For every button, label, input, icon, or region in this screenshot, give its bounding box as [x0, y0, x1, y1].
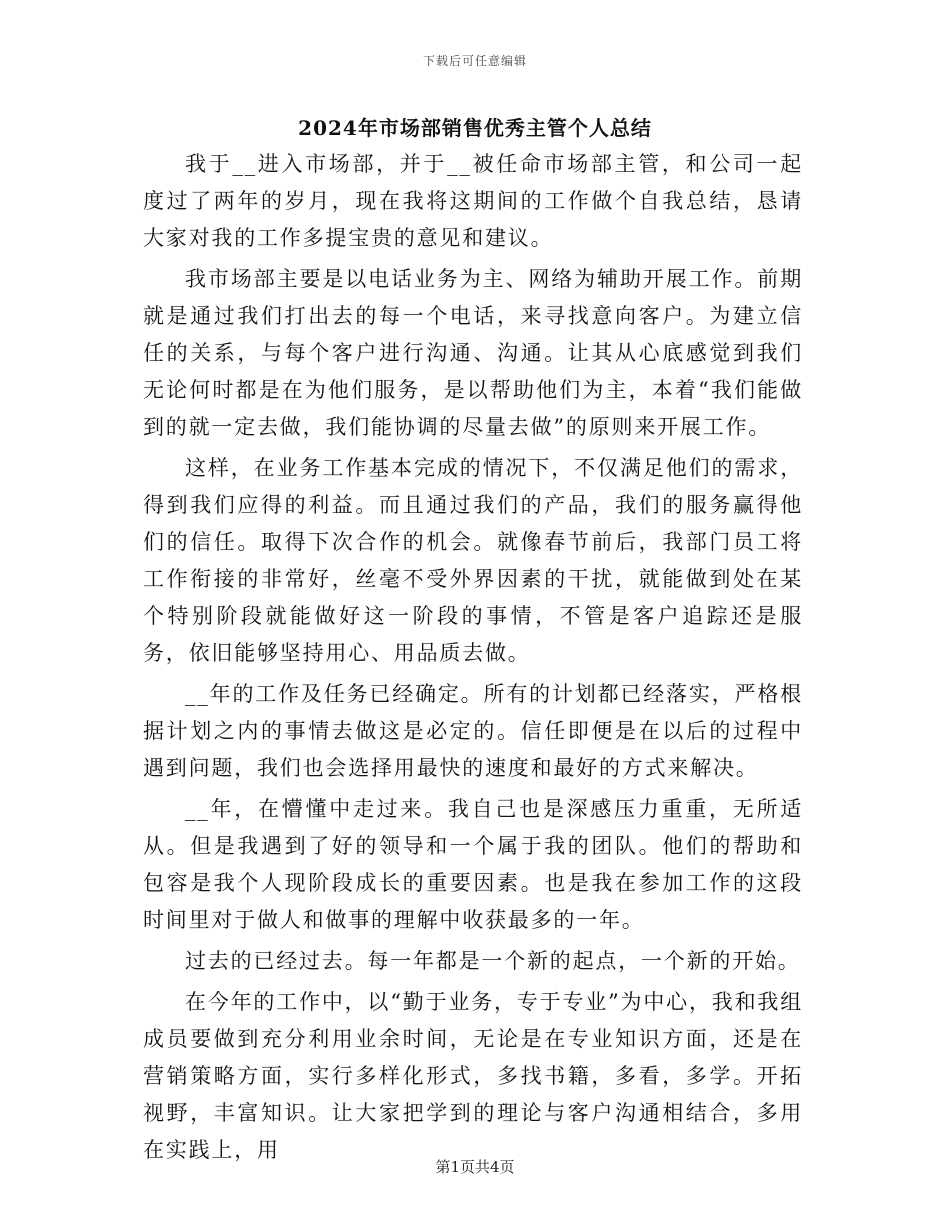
paragraph-4: __年的工作及任务已经确定。所有的计划都已经落实，严格根据计划之内的事情去做这是必定的。信任即便是在以后的过程中遇到问题，我们也会选择用最快的速度和最好的方式来解决。 — [143, 682, 803, 780]
paragraph-7: 在今年的工作中，以“勤于业务，专于专业”为中心，我和我组成员要做到充分利用业余时间，无论是在专业知识方面，还是在营销策略方面，实行多样化形式，多找书籍，多看，多学。开拓视野，丰富知识。让大家把学到的理论与客户沟通相结合，多用在实践上，用 — [143, 990, 803, 1162]
header-note: 下载后可任意编辑 — [422, 54, 527, 68]
page-number-footer: 第1页共4页 — [435, 1158, 515, 1176]
document-title: 2024年市场部销售优秀主管个人总结 — [298, 116, 652, 140]
paragraph-1: 我于__进入市场部，并于__被任命市场部主管，和公司一起度过了两年的岁月，现在我将这期间的工作做个自我总结，恳请大家对我的工作多提宝贵的意见和建议。 — [143, 152, 803, 250]
document-body — [143, 146, 803, 1173]
paragraph-6: 过去的已经过去。每一年都是一个新的起点，一个新的开始。 — [185, 949, 801, 973]
paragraph-2: 我市场部主要是以电话业务为主、网络为辅助开展工作。前期就是通过我们打出去的每一个电话，来寻找意向客户。为建立信任的关系，与每个客户进行沟通、沟通。让其从心底感觉到我们无论何时都是在为他们服务，是以帮助他们为主，本着“我们能做到的就一定去做，我们能协调的尽量去做”的原则来开展工作。 — [143, 267, 803, 439]
paragraph-3: 这样，在业务工作基本完成的情况下，不仅满足他们的需求，得到我们应得的利益。而且通过我们的产品，我们的服务赢得他们的信任。取得下次合作的机会。就像春节前后，我部门员工将工作衔接的非常好，丝毫不受外界因素的干扰，就能做到处在某个特别阶段就能做好这一阶段的事情，不管是客户追踪还是服务，依旧能够坚持用心、用品质去做。 — [143, 456, 803, 665]
paragraph-5: __年，在懵懂中走过来。我自己也是深感压力重重，无所适从。但是我遇到了好的领导和一个属于我的团队。他们的帮助和包容是我个人现阶段成长的重要因素。也是我在参加工作的这段时间里对于做人和做事的理解中收获最多的一年。 — [143, 797, 803, 932]
